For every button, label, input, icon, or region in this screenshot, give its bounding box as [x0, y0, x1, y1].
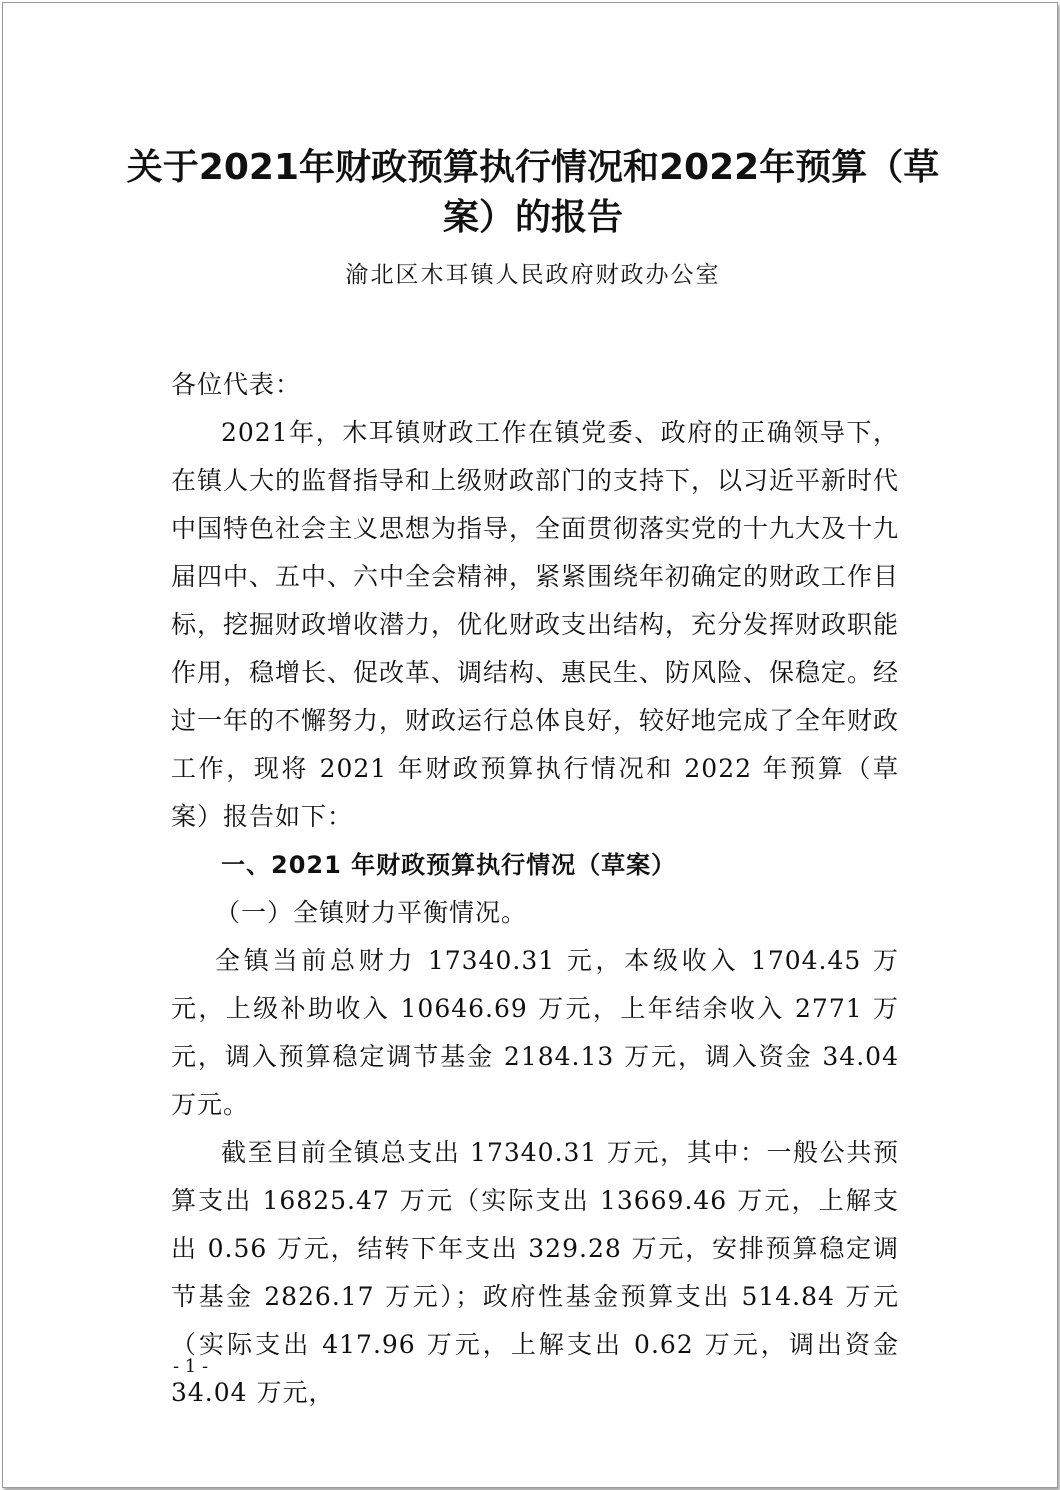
paragraph-expenditure: 截至目前全镇总支出 17340.31 万元，其中：一般公共预算支出 16825.47 万元（实际支出 13669.46 万元，上解支出 0.56 万元，结转下年支出 329.28 万元，安排预算稳定调节基金 2826.17 万元）；政府性基金预算支出 514.84 万元（实际支出 417.96 万元，上解支出 0.62 万元，调出资金 34.04 万元，: [171, 1138, 899, 1407]
page-number: - 1 -: [173, 1356, 209, 1377]
section-heading: 一、2021 年财政预算执行情况（草案）: [221, 851, 677, 879]
body: [171, 361, 899, 1417]
issuer-line: 渝北区木耳镇人民政府财政办公室: [345, 262, 721, 288]
paragraph-revenue: 全镇当前总财力 17340.31 元，本级收入 1704.45 万元，上级补助收入 10646.69 万元，上年结余收入 2771 万元，调入预算稳定调节基金 2184.13 万元，调入资金 34.04 万元。: [171, 946, 899, 1119]
salutation: 各位代表：: [171, 370, 302, 399]
document-title: 关于2021年财政预算执行情况和2022年预算（草案）的报告: [126, 147, 940, 238]
page: [2, 2, 1058, 1488]
paragraph-intro: 2021年，木耳镇财政工作在镇党委、政府的正确领导下，在镇人大的监督指导和上级财政部门的支持下，以习近平新时代中国特色社会主义思想为指导，全面贯彻落实党的十九大及十九届四中、五中、六中全会精神，紧紧围绕年初确定的财政工作目标，挖掘财政增收潜力，优化财政支出结构，充分发挥财政职能作用，稳增长、促改革、调结构、惠民生、防风险、保稳定。经过一年的不懈努力，财政运行总体良好，较好地完成了全年财政工作，现将 2021 年财政预算执行情况和 2022 年预算（草案）报告如下：: [171, 418, 900, 831]
subsection-heading: （一）全镇财力平衡情况。: [215, 898, 528, 927]
